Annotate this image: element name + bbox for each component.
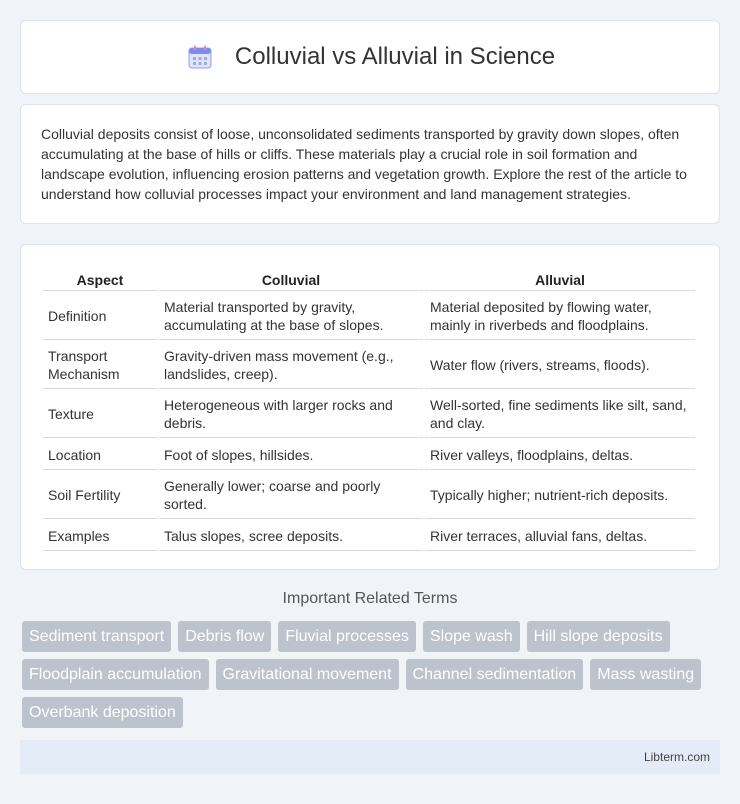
term-tag[interactable]: Slope wash: [423, 621, 520, 652]
cell-alluvial: Well-sorted, fine sediments like silt, sand, and clay.: [425, 391, 695, 438]
footer: [20, 740, 720, 774]
cell-colluvial: Heterogeneous with larger rocks and debris.: [159, 391, 423, 438]
term-tag[interactable]: Overbank deposition: [22, 697, 183, 728]
header-aspect: Aspect: [43, 267, 157, 291]
table-row: [43, 391, 695, 438]
calendar-icon: [185, 42, 215, 72]
intro-card: [20, 104, 720, 224]
cell-aspect: Texture: [43, 391, 157, 438]
cell-colluvial: Talus slopes, scree deposits.: [159, 521, 423, 551]
cell-alluvial: Material deposited by flowing water, mainly in riverbeds and floodplains.: [425, 293, 695, 340]
header-alluvial: Alluvial: [425, 267, 695, 291]
header-card: [20, 20, 720, 94]
header-colluvial: Colluvial: [159, 267, 423, 291]
table-row: [43, 472, 695, 519]
term-tag[interactable]: Gravitational movement: [216, 659, 399, 690]
cell-aspect: Definition: [43, 293, 157, 340]
comparison-table: [41, 265, 697, 553]
page-title: Colluvial vs Alluvial in Science: [234, 43, 556, 70]
cell-colluvial: Foot of slopes, hillsides.: [159, 440, 423, 470]
term-tag[interactable]: Fluvial processes: [278, 621, 416, 652]
cell-colluvial: Material transported by gravity, accumulating at the base of slopes.: [159, 293, 423, 340]
cell-aspect: Location: [43, 440, 157, 470]
related-terms-title: Important Related Terms: [282, 590, 458, 607]
table-row: [43, 342, 695, 389]
cell-colluvial: Gravity-driven mass movement (e.g., landslides, creep).: [159, 342, 423, 389]
cell-aspect: Transport Mechanism: [43, 342, 157, 389]
term-tag[interactable]: Hill slope deposits: [527, 621, 670, 652]
table-row: [43, 440, 695, 470]
comparison-table-card: [20, 244, 720, 570]
table-row: [43, 521, 695, 551]
table-row: [43, 293, 695, 340]
cell-alluvial: River terraces, alluvial fans, deltas.: [425, 521, 695, 551]
term-tag[interactable]: Channel sedimentation: [406, 659, 584, 690]
cell-alluvial: Typically higher; nutrient-rich deposits.: [425, 472, 695, 519]
cell-aspect: Examples: [43, 521, 157, 551]
intro-text: Colluvial deposits consist of loose, unconsolidated sediments transported by gravity down slopes, often accumulating at the base of hills or cliffs. These materials play a crucial role in soil formation and landscape evolution, influencing erosion patterns and vegetation growth. Explore the rest of the article to understand how colluvial processes impact your environment and land management strategies.: [41, 126, 687, 202]
term-tag[interactable]: Sediment transport: [22, 621, 171, 652]
term-tag[interactable]: Mass wasting: [590, 659, 701, 690]
cell-alluvial: River valleys, floodplains, deltas.: [425, 440, 695, 470]
term-tag[interactable]: Debris flow: [178, 621, 271, 652]
cell-alluvial: Water flow (rivers, streams, floods).: [425, 342, 695, 389]
footer-site-link[interactable]: Libterm.com: [643, 750, 710, 764]
cell-colluvial: Generally lower; coarse and poorly sorted.: [159, 472, 423, 519]
cell-aspect: Soil Fertility: [43, 472, 157, 519]
table-header-row: [43, 267, 695, 291]
related-terms-list: [22, 621, 722, 728]
term-tag[interactable]: Floodplain accumulation: [22, 659, 209, 690]
